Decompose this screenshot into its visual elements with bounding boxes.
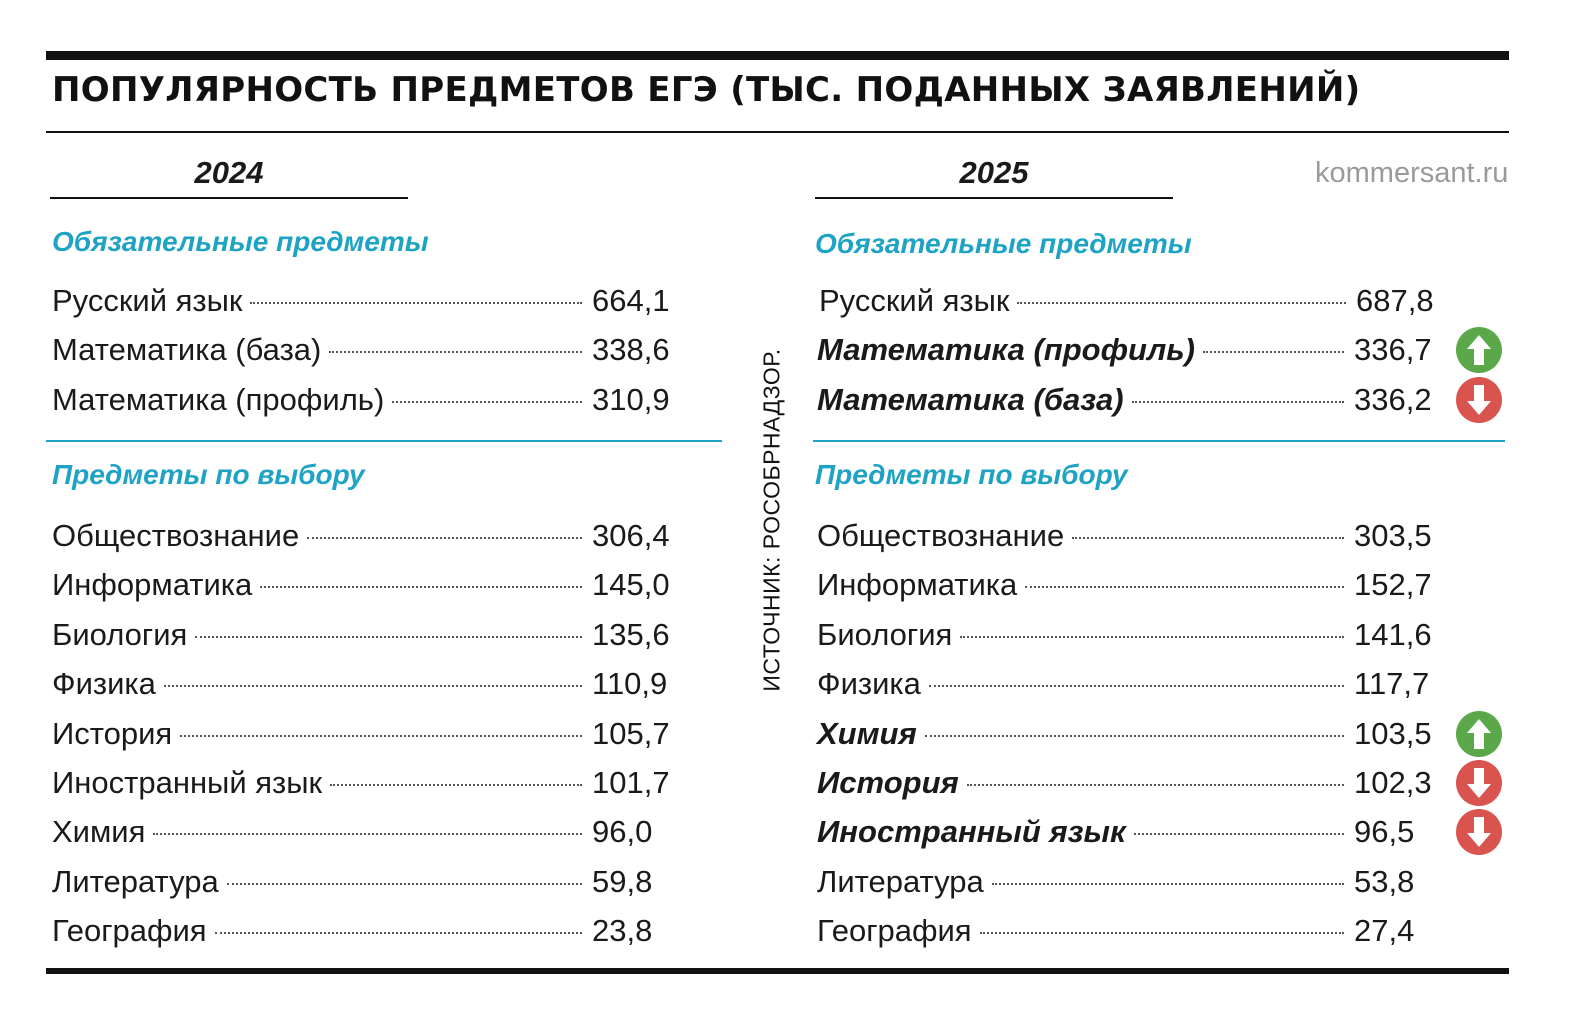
- subject-value: 141,6: [1354, 617, 1432, 652]
- subject-value: 23,8: [592, 913, 653, 948]
- subject-label: Информатика: [52, 567, 253, 602]
- dot-leader: [153, 833, 582, 835]
- subject-value: 306,4: [592, 518, 670, 553]
- table-row: [817, 516, 1447, 556]
- subject-label: Математика (база): [52, 332, 322, 367]
- arrow-down-icon: [1456, 760, 1502, 806]
- subject-value: 117,7: [1354, 666, 1430, 701]
- dot-leader: [215, 932, 582, 934]
- section-title-elective: Предметы по выбору: [52, 459, 365, 490]
- table-row: [817, 664, 1447, 704]
- year-rule: [50, 197, 408, 199]
- table-row: [52, 281, 682, 321]
- dot-leader: [307, 537, 582, 539]
- subject-label: Литература: [52, 864, 219, 899]
- subject-label: Математика (профиль): [817, 332, 1195, 367]
- subject-label: Обществознание: [817, 518, 1065, 553]
- subject-value: 310,9: [592, 382, 670, 417]
- subject-value: 101,7: [592, 765, 670, 800]
- subject-value: 145,0: [592, 567, 670, 602]
- table-row: [817, 763, 1447, 803]
- table-row: [817, 565, 1447, 605]
- subject-label: Физика: [817, 666, 921, 701]
- subject-label: Русский язык: [819, 283, 1010, 318]
- dot-leader: [329, 351, 582, 353]
- dot-leader: [1203, 351, 1344, 353]
- year-rule: [815, 197, 1173, 199]
- table-row: [817, 330, 1447, 370]
- subject-value: 27,4: [1354, 913, 1415, 948]
- dot-leader: [1132, 401, 1344, 403]
- subject-value: 338,6: [592, 332, 670, 367]
- table-row: [817, 812, 1447, 852]
- dot-leader: [1025, 586, 1344, 588]
- dot-leader: [960, 636, 1344, 638]
- subject-label: История: [817, 765, 959, 800]
- subject-value: 152,7: [1354, 567, 1432, 602]
- section-rule: [813, 440, 1505, 442]
- subject-label: Иностранный язык: [52, 765, 323, 800]
- table-row: [52, 664, 682, 704]
- arrow-down-icon: [1456, 377, 1502, 423]
- table-row: [52, 565, 682, 605]
- arrow-up-icon: [1456, 711, 1502, 757]
- dot-leader: [1134, 833, 1344, 835]
- dot-leader: [164, 685, 582, 687]
- table-row: [819, 281, 1449, 321]
- dot-leader: [330, 784, 582, 786]
- subject-label: Обществознание: [52, 518, 300, 553]
- table-row: [52, 862, 682, 902]
- subject-label: Химия: [817, 716, 917, 751]
- dot-leader: [227, 883, 582, 885]
- arrow-up-icon: [1456, 327, 1502, 373]
- subject-value: 96,0: [592, 814, 653, 849]
- subject-value: 96,5: [1354, 814, 1415, 849]
- subject-label: Химия: [52, 814, 146, 849]
- dot-leader: [992, 883, 1344, 885]
- subject-label: Иностранный язык: [817, 814, 1126, 849]
- subject-label: География: [817, 913, 972, 948]
- subject-value: 105,7: [592, 716, 670, 751]
- table-row: [817, 862, 1447, 902]
- subject-label: География: [52, 913, 207, 948]
- subject-value: 110,9: [592, 666, 668, 701]
- subject-label: Физика: [52, 666, 156, 701]
- year-heading: 2024: [194, 155, 264, 190]
- chart-title: ПОПУЛЯРНОСТЬ ПРЕДМЕТОВ ЕГЭ (ТЫС. ПОДАННЫХ ЗАЯВЛЕНИЙ): [52, 70, 1361, 110]
- table-row: [817, 911, 1447, 951]
- source-text: ИСТОЧНИК: РОСОБРНАДЗОР.: [758, 348, 785, 692]
- subject-value: 336,2: [1354, 382, 1432, 417]
- table-row: [52, 763, 682, 803]
- table-row: [52, 380, 682, 420]
- table-2024: [46, 0, 736, 1035]
- table-row: [52, 812, 682, 852]
- subject-value: 664,1: [592, 283, 670, 318]
- subject-value: 53,8: [1354, 864, 1415, 899]
- section-title-mandatory: Обязательные предметы: [52, 226, 429, 257]
- section-rule: [46, 440, 722, 442]
- subject-label: Математика (база): [817, 382, 1124, 417]
- dot-leader: [980, 932, 1344, 934]
- dot-leader: [180, 735, 582, 737]
- subject-label: История: [52, 716, 173, 751]
- dot-leader: [1017, 302, 1346, 304]
- arrow-down-icon: [1456, 809, 1502, 855]
- subject-value: 303,5: [1354, 518, 1432, 553]
- credit-label: kommersant.ru: [1315, 157, 1509, 189]
- section-title-elective: Предметы по выбору: [815, 459, 1128, 490]
- dot-leader: [250, 302, 582, 304]
- subject-value: 59,8: [592, 864, 653, 899]
- dot-leader: [967, 784, 1344, 786]
- subject-label: Информатика: [817, 567, 1018, 602]
- subject-value: 103,5: [1354, 716, 1432, 751]
- table-row: [52, 911, 682, 951]
- dot-leader: [392, 401, 582, 403]
- subject-value: 336,7: [1354, 332, 1432, 367]
- dot-leader: [925, 735, 1344, 737]
- table-row: [817, 615, 1447, 655]
- table-row: [817, 380, 1447, 420]
- dot-leader: [195, 636, 582, 638]
- dot-leader: [1072, 537, 1344, 539]
- section-title-mandatory: Обязательные предметы: [815, 228, 1192, 259]
- year-heading: 2025: [959, 155, 1029, 190]
- subject-value: 687,8: [1356, 283, 1434, 318]
- bottom-rule: [46, 968, 1509, 974]
- subject-label: Русский язык: [52, 283, 243, 318]
- table-2025: [813, 0, 1513, 1035]
- subject-label: Биология: [52, 617, 188, 652]
- table-row: [52, 714, 682, 754]
- dot-leader: [260, 586, 582, 588]
- subject-label: Биология: [817, 617, 953, 652]
- table-row: [817, 714, 1447, 754]
- subject-value: 102,3: [1354, 765, 1432, 800]
- table-row: [52, 330, 682, 370]
- subject-label: Литература: [817, 864, 984, 899]
- table-row: [52, 516, 682, 556]
- table-row: [52, 615, 682, 655]
- subject-value: 135,6: [592, 617, 670, 652]
- subject-label: Математика (профиль): [52, 382, 385, 417]
- dot-leader: [929, 685, 1344, 687]
